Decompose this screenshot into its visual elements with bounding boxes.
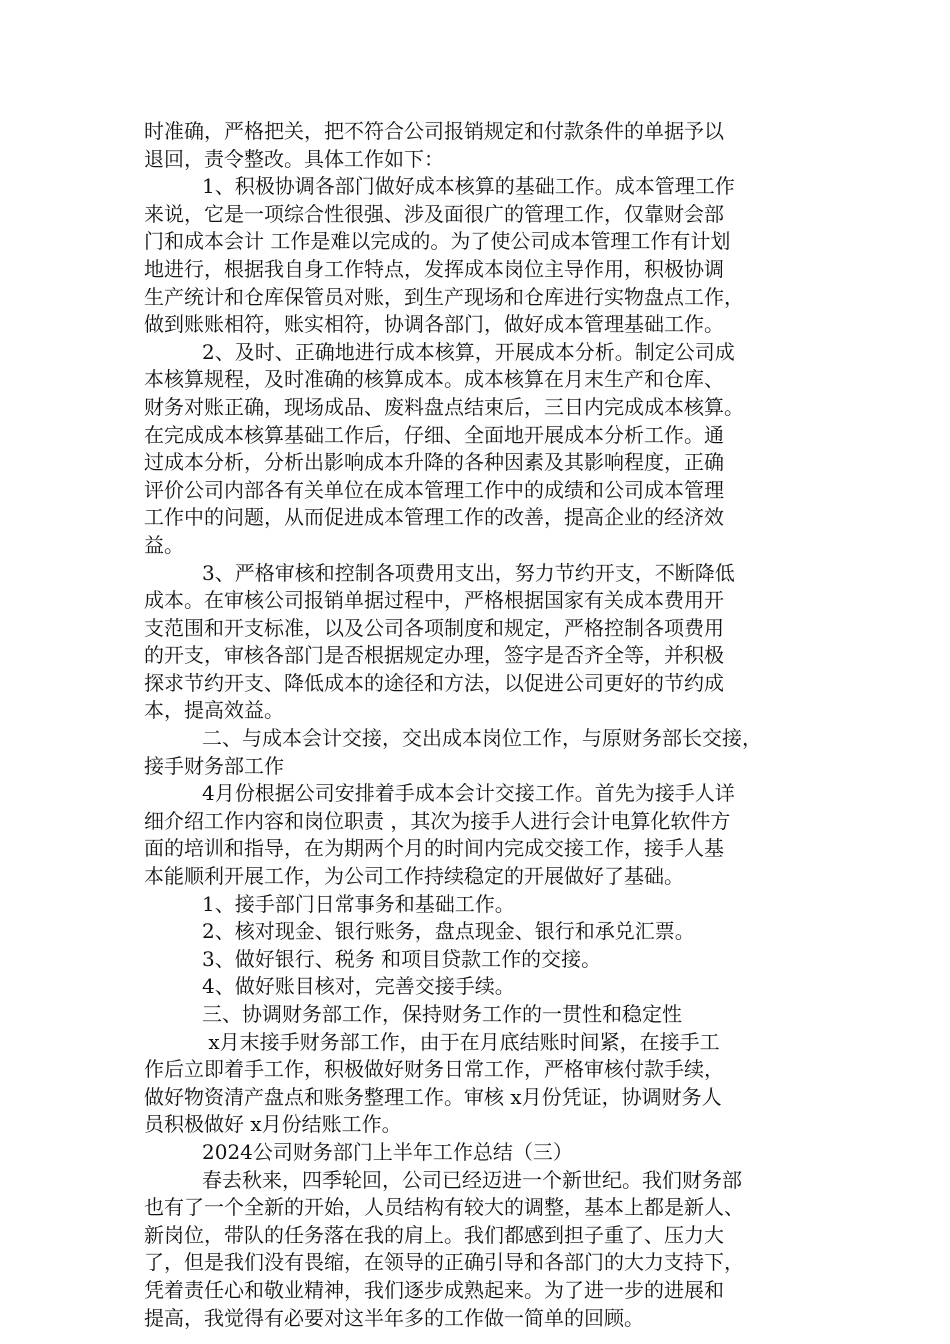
text-line: 本能顺利开展工作，为公司工作持续稳定的开展做好了基础。 bbox=[144, 864, 684, 889]
text-line: 地进行，根据我自身工作特点，发挥成本岗位主导作用，积极协调 bbox=[144, 256, 724, 281]
text-line: 2、核对现金、银行账务，盘点现金、银行和承兑汇票。 bbox=[202, 919, 695, 944]
text-line: 2024公司财务部门上半年工作总结（三） bbox=[202, 1139, 573, 1164]
text-line: 三、协调财务部工作，保持财务工作的一贯性和稳定性 bbox=[202, 1002, 682, 1026]
text-line: 4月份根据公司安排着手成本会计交接工作。首先为接手人详 bbox=[202, 781, 735, 806]
text-line: 益。 bbox=[144, 532, 184, 557]
text-line: 本，提高效益。 bbox=[144, 698, 284, 723]
text-line: 也有了一个全新的开始，人员结构有较大的调整，基本上都是新人、 bbox=[144, 1195, 744, 1220]
text-line: 2、及时、正确地进行成本核算，开展成本分析。制定公司成 bbox=[202, 339, 735, 364]
text-line: 3、做好银行、税务 和项目贷款工作的交接。 bbox=[202, 946, 602, 971]
text-line: 时准确，严格把关，把不符合公司报销规定和付款条件的单据予以 bbox=[144, 119, 724, 143]
text-line: 1、积极协调各部门做好成本核算的基础工作。成本管理工作 bbox=[202, 174, 735, 199]
text-line: 门和成本会计 工作是难以完成的。为了使公司成本管理工作有计划 bbox=[144, 229, 731, 254]
text-line: 春去秋来，四季轮回，公司已经迈进一个新世纪。我们财务部 bbox=[202, 1167, 742, 1192]
text-line: 新岗位，带队的任务落在我的肩上。我们都感到担子重了、压力大 bbox=[144, 1222, 724, 1247]
text-line: 本核算规程，及时准确的核算成本。成本核算在月末生产和仓库、 bbox=[144, 367, 724, 392]
text-line: 作后立即着手工作，积极做好财务日常工作，严格审核付款手续， bbox=[144, 1057, 724, 1082]
text-line: 来说，它是一项综合性很强、涉及面很广的管理工作，仅靠财会部 bbox=[144, 201, 724, 226]
document-body bbox=[144, 118, 820, 1332]
text-line: 支范围和开支标准，以及公司各项制度和规定，严格控制各项费用 bbox=[144, 615, 724, 640]
text-line: 细介绍工作内容和岗位职责 ，其次为接手人进行会计电算化软件方 bbox=[144, 808, 731, 833]
text-line: 接手财务部工作 bbox=[144, 753, 284, 778]
text-line: 在完成成本核算基础工作后，仔细、全面地开展成本分析工作。通 bbox=[144, 422, 724, 447]
text-line: 4、做好账目核对，完善交接手续。 bbox=[202, 974, 515, 999]
text-line: 工作中的问题，从而促进成本管理工作的改善，提高企业的经济效 bbox=[144, 505, 724, 530]
text-line: 员积极做好 x月份结账工作。 bbox=[144, 1112, 402, 1137]
text-line: 探求节约开支、降低成本的途径和方法，以促进公司更好的节约成 bbox=[144, 670, 724, 695]
text-line: 做好物资清产盘点和账务整理工作。审核 x月份凭证，协调财务人 bbox=[144, 1084, 722, 1109]
text-line: 1、接手部门日常事务和基础工作。 bbox=[202, 891, 515, 916]
text-line: 面的培训和指导，在为期两个月的时间内完成交接工作，接手人基 bbox=[144, 836, 724, 861]
text-line: 提高，我觉得有必要对这半年多的工作做一简单的回顾。 bbox=[144, 1305, 644, 1330]
text-line: 评价公司内部各有关单位在成本管理工作中的成绩和公司成本管理 bbox=[144, 477, 724, 502]
text-line: 了，但是我们没有畏缩，在领导的正确引导和各部门的大力支持下， bbox=[144, 1250, 744, 1275]
text-line: 做到账账相符，账实相符，协调各部门，做好成本管理基础工作。 bbox=[144, 312, 724, 337]
text-line: x月末接手财务部工作，由于在月底结账时间紧，在接手工 bbox=[202, 1029, 720, 1054]
text-line: 退回，责令整改。具体工作如下： bbox=[144, 146, 444, 171]
text-line: 成本。在审核公司报销单据过程中，严格根据国家有关成本费用开 bbox=[144, 588, 724, 613]
text-line: 生产统计和仓库保管员对账，到生产现场和仓库进行实物盘点工作， bbox=[144, 284, 744, 309]
text-line: 财务对账正确，现场成品、废料盘点结束后，三日内完成成本核算。 bbox=[144, 394, 744, 419]
text-line: 3、严格审核和控制各项费用支出，努力节约开支，不断降低 bbox=[202, 560, 735, 585]
text-line: 凭着责任心和敬业精神，我们逐步成熟起来。为了进一步的进展和 bbox=[144, 1277, 724, 1302]
text-line: 的开支，审核各部门是否根据规定办理，签字是否齐全等，并积极 bbox=[144, 643, 724, 668]
text-line: 过成本分析，分析出影响成本升降的各种因素及其影响程度，正确 bbox=[144, 450, 724, 475]
text-line: 二、与成本会计交接，交出成本岗位工作，与原财务部长交接， bbox=[202, 726, 762, 751]
